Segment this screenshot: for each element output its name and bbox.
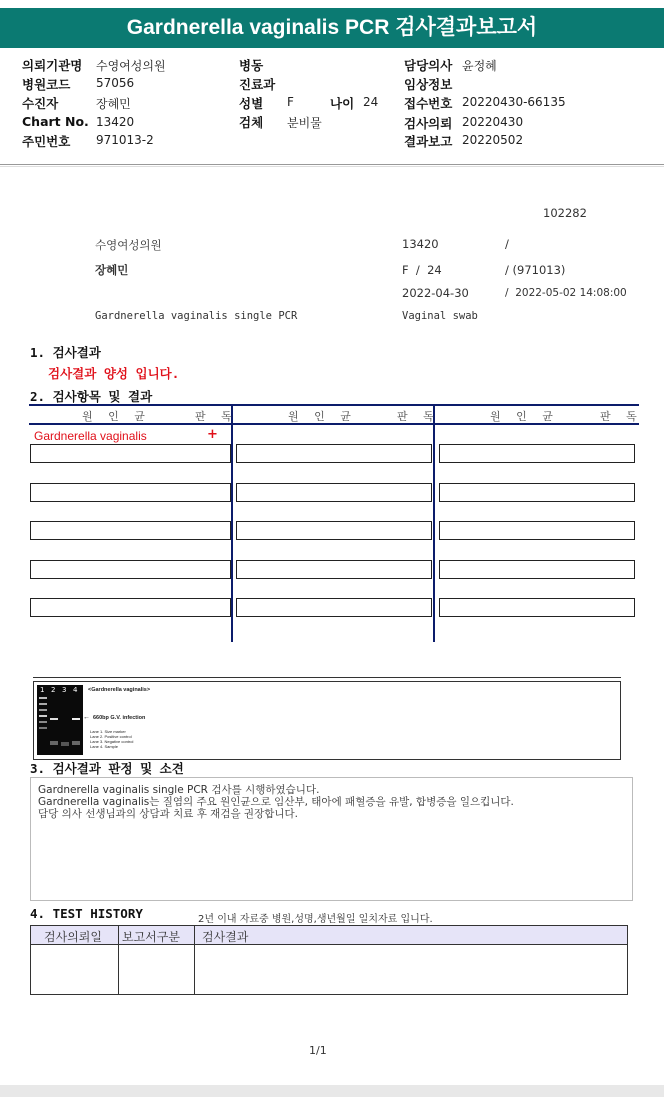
col-header-judgement-2: 판 독 xyxy=(397,410,440,423)
col-header-judgement-1: 판 독 xyxy=(195,410,238,423)
empty-result-cell xyxy=(236,598,432,617)
pathogen-result: + xyxy=(207,427,218,442)
label-ward: 병동 xyxy=(239,58,264,73)
label-specimen: 검체 xyxy=(239,115,264,130)
table-col-divider-1 xyxy=(231,406,233,642)
value-requesting-institution: 수영여성의원 xyxy=(96,59,166,73)
gel-top-rule xyxy=(33,677,621,678)
meta-chart: 13420 xyxy=(402,237,439,251)
page-number: 1/1 xyxy=(309,1044,327,1057)
result-summary: 검사결과 양성 입니다. xyxy=(48,366,180,381)
gel-legend-2: Lane 2. Positive control xyxy=(90,734,132,739)
empty-result-cell xyxy=(236,521,432,540)
table-col-divider-2 xyxy=(433,406,435,642)
empty-result-cell xyxy=(236,560,432,579)
section-3-title: 3. 검사결과 판정 및 소견 xyxy=(30,761,184,776)
gel-band-label: 660bp G.V. infection xyxy=(93,715,146,721)
empty-result-cell xyxy=(439,444,635,463)
value-chart-no: 13420 xyxy=(96,115,135,129)
label-chart-no: Chart No. xyxy=(22,114,89,129)
history-header-row xyxy=(31,926,627,945)
section-4-title: 4. TEST HISTORY xyxy=(30,906,143,921)
label-age: 나이 xyxy=(330,96,355,111)
opinion-line-3: 담당 의사 선생님과의 상담과 치료 후 재검을 권장합니다. xyxy=(38,808,298,820)
meta-patient: 장혜민 xyxy=(95,263,129,277)
page-bottom-margin xyxy=(0,1085,664,1097)
report-code: 102282 xyxy=(543,206,587,220)
gel-band-arrow: ← xyxy=(83,714,90,721)
opinion-line-1: Gardnerella vaginalis single PCR 검사를 시행하였습니다. xyxy=(38,784,320,796)
empty-result-cell xyxy=(439,521,635,540)
gel-legend-3: Lane 3. Negative control xyxy=(90,739,134,744)
empty-result-cell xyxy=(30,444,231,463)
col-header-pathogen-1: 원 인 균 xyxy=(82,410,151,423)
value-age: 24 xyxy=(363,95,379,109)
header-divider xyxy=(0,164,664,165)
label-patient: 수진자 xyxy=(22,96,59,111)
history-col-request-date: 검사의뢰일 xyxy=(44,930,102,944)
table-top-rule xyxy=(29,404,639,406)
value-report-date: 20220502 xyxy=(462,133,524,147)
pathogen-name: Gardnerella vaginalis xyxy=(34,429,147,443)
empty-result-cell xyxy=(30,521,231,540)
section-2-title: 2. 검사항목 및 결과 xyxy=(30,389,153,404)
empty-result-cell xyxy=(30,483,231,502)
meta-slash: / xyxy=(505,237,509,251)
label-report-date: 결과보고 xyxy=(404,134,453,149)
value-resident-number: 971013-2 xyxy=(96,133,154,147)
section-1-title: 1. 검사결과 xyxy=(30,345,101,360)
opinion-box xyxy=(30,777,633,901)
label-attending-doctor: 담당의사 xyxy=(404,58,453,73)
gel-legend-1: Lane 1. Size marker xyxy=(90,729,126,734)
value-specimen: 분비물 xyxy=(287,116,322,130)
history-col-result: 검사결과 xyxy=(202,930,249,944)
label-department: 진료과 xyxy=(239,77,276,92)
report-title: Gardnerella vaginalis PCR 검사결과보고서 xyxy=(0,8,664,48)
label-receipt-number: 접수번호 xyxy=(404,96,453,111)
lane-number-3: 3 xyxy=(62,686,67,694)
meta-birth: / (971013) xyxy=(505,263,566,277)
gel-figure xyxy=(33,681,621,760)
value-sex: F xyxy=(287,95,294,109)
label-requesting-institution: 의뢰기관명 xyxy=(22,58,83,73)
empty-result-cell xyxy=(30,598,231,617)
meta-specimen: Vaginal swab xyxy=(402,310,478,322)
col-header-judgement-3: 판 독 xyxy=(600,410,643,423)
empty-result-cell xyxy=(236,483,432,502)
col-header-pathogen-2: 원 인 균 xyxy=(288,410,357,423)
col-header-pathogen-3: 원 인 균 xyxy=(490,410,559,423)
gel-title: <Gardnerella vaginalis> xyxy=(88,687,151,693)
value-patient: 장혜민 xyxy=(96,97,131,111)
label-resident-number: 주민번호 xyxy=(22,134,71,149)
value-receipt-number: 20220430-66135 xyxy=(462,95,566,109)
value-attending-doctor: 윤정혜 xyxy=(462,59,497,73)
history-col-report-type: 보고서구분 xyxy=(122,930,180,944)
lane-number-4: 4 xyxy=(73,686,78,694)
empty-result-cell xyxy=(439,560,635,579)
empty-result-cell xyxy=(439,483,635,502)
meta-test-name: Gardnerella vaginalis single PCR xyxy=(95,310,298,322)
gel-legend-4: Lane 4. Sample xyxy=(90,744,119,749)
meta-clinic: 수영여성의원 xyxy=(95,238,162,252)
label-hospital-code: 병원코드 xyxy=(22,77,71,92)
value-request-date: 20220430 xyxy=(462,115,524,129)
meta-sex-age: F / 24 xyxy=(402,263,442,277)
label-request-date: 검사의뢰 xyxy=(404,116,453,131)
history-table xyxy=(30,925,628,995)
history-note: 2년 이내 자료중 병원,성명,생년월일 일치자료 입니다. xyxy=(198,914,433,925)
gel-image xyxy=(37,685,83,755)
header-divider-shadow xyxy=(0,166,664,167)
meta-request-date: 2022-04-30 xyxy=(402,286,469,300)
label-clinical-info: 임상정보 xyxy=(404,77,453,92)
empty-result-cell xyxy=(30,560,231,579)
empty-result-cell xyxy=(236,444,432,463)
lane-number-2: 2 xyxy=(51,686,56,694)
value-hospital-code: 57056 xyxy=(96,76,135,90)
opinion-line-2: Gardnerella vaginalis는 질염의 주요 원인균으로 임산부, 태아에 패혈증을 유발, 합병증을 일으킵니다. xyxy=(38,796,514,808)
empty-result-cell xyxy=(439,598,635,617)
meta-report-datetime: / 2022-05-02 14:08:00 xyxy=(505,287,627,299)
lane-number-1: 1 xyxy=(40,686,45,694)
label-sex: 성별 xyxy=(239,96,264,111)
